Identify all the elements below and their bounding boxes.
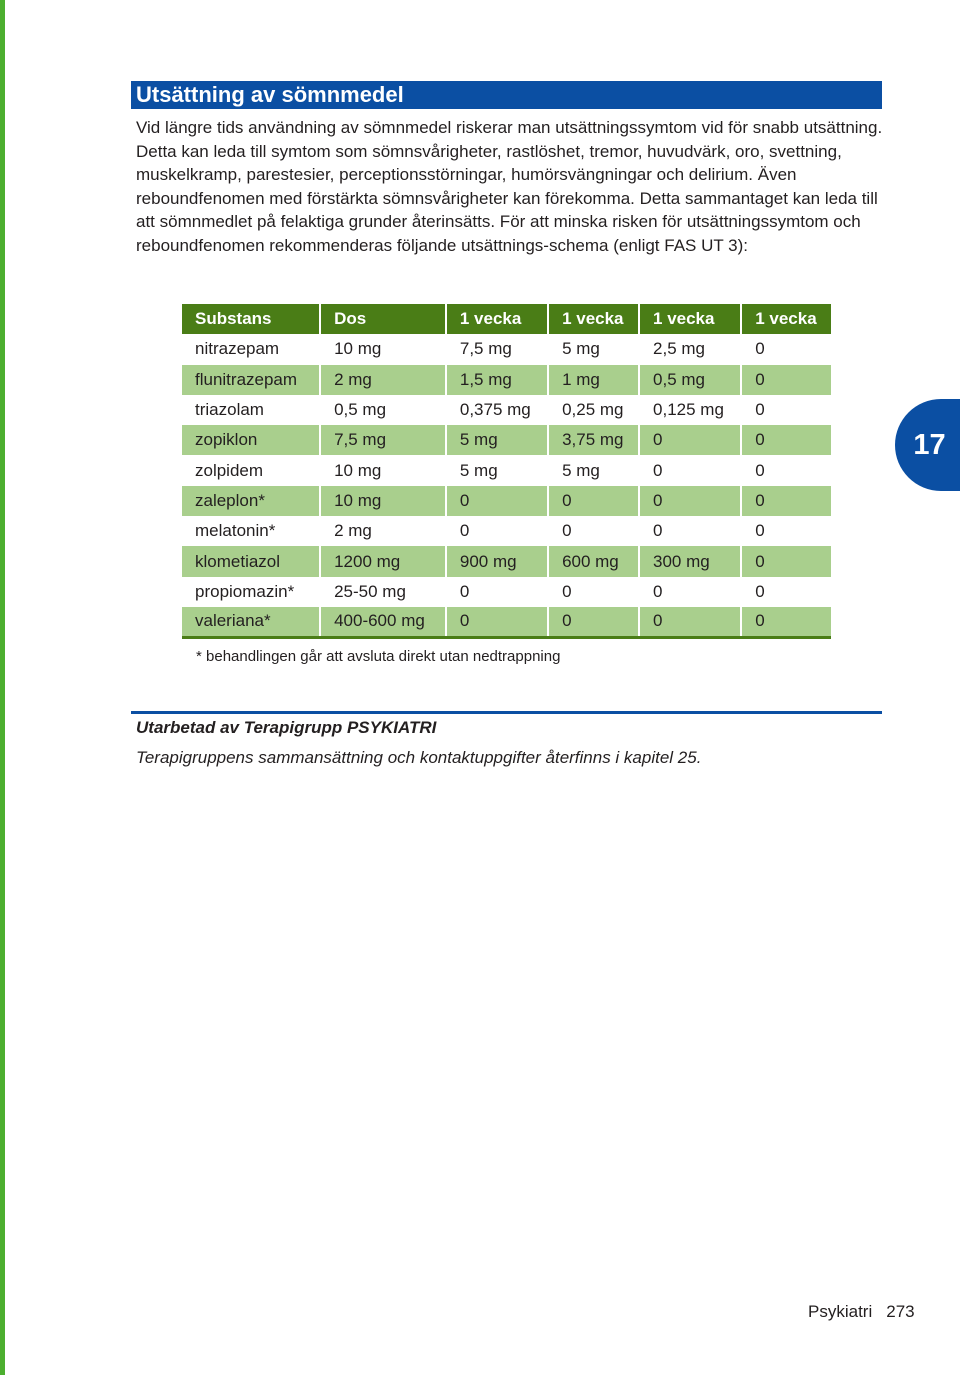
substance-cell: nitrazepam: [195, 339, 280, 359]
substance-cell: zaleplon*: [182, 486, 320, 516]
header-week-2: 1 vecka: [548, 304, 639, 334]
week-4-cell: 0: [741, 365, 831, 395]
section-divider: [131, 711, 882, 714]
header-week-3: 1 vecka: [639, 304, 741, 334]
dose-cell: 1200 mg: [320, 546, 446, 576]
week-3-cell: 0: [639, 425, 741, 455]
week-3-cell: 0: [639, 577, 741, 607]
week-1-cell: 900 mg: [446, 546, 548, 576]
page-margin-bar: [0, 0, 5, 1375]
substance-cell: melatonin*: [195, 521, 276, 541]
week-2-cell: 0: [548, 486, 639, 516]
week-1-cell: 0: [446, 607, 548, 637]
section-title: Utsättning av sömnmedel: [131, 81, 882, 109]
week-4-cell: 0: [741, 334, 831, 364]
page-footer: [808, 1302, 915, 1322]
table-row: [182, 577, 831, 607]
week-4-cell: 0: [741, 546, 831, 576]
dose-cell: 2 mg: [320, 365, 446, 395]
table-row: [182, 607, 831, 637]
week-4-cell: 0: [741, 425, 831, 455]
substance-cell: zolpidem: [195, 460, 264, 480]
week-2-cell: 5 mg: [548, 334, 639, 364]
dose-cell: 7,5 mg: [320, 425, 446, 455]
week-2-cell: 1 mg: [548, 365, 639, 395]
dose-cell: 0,5 mg: [320, 395, 446, 425]
dose-cell: 10 mg: [320, 455, 446, 485]
header-week-4: 1 vecka: [741, 304, 831, 334]
substance-cell: zopiklon: [182, 425, 320, 455]
week-1-cell: 0: [446, 516, 548, 546]
week-2-cell: 0: [548, 577, 639, 607]
week-4-cell: 0: [741, 395, 831, 425]
dose-cell: 2 mg: [320, 516, 446, 546]
week-3-cell: 300 mg: [639, 546, 741, 576]
substance-cell: klometiazol: [182, 546, 320, 576]
attribution-note: Terapigruppens sammansättning och kontaktuppgifter återfinns i kapitel 25.: [136, 748, 702, 767]
dose-cell: 10 mg: [320, 486, 446, 516]
week-2-cell: 3,75 mg: [548, 425, 639, 455]
intro-paragraph: Vid längre tids användning av sömnmedel riskerar man utsättningssymtom vid för snabb utsättning. Detta kan leda till symtom som sömnsvårigheter, rastlöshet, tremor, huvudvärk, oro, svettning, muskelkramp, parestesier, perceptionsstörningar, humörsvängningar och delirium. Även reboundfenomen med förstärkta sömnsvårigheter kan förekomma. Detta sammantaget kan leda till att sömnmedlet på felaktiga grunder återinsätts. För att minska risken för utsättningssymtom och reboundfenomen rekommenderas följande utsättnings-schema (enligt FAS UT 3):: [136, 118, 883, 255]
week-1-cell: 5 mg: [446, 425, 548, 455]
week-1-cell: 0: [446, 577, 548, 607]
week-1-cell: 1,5 mg: [446, 365, 548, 395]
week-4-cell: 0: [741, 607, 831, 637]
table-header-row: [182, 304, 831, 334]
attribution-title: Utarbetad av Terapigrupp PSYKIATRI: [136, 718, 437, 737]
week-3-cell: 0: [639, 516, 741, 546]
table-row: [182, 516, 831, 546]
dose-cell: 400-600 mg: [320, 607, 446, 637]
week-3-cell: 0: [639, 486, 741, 516]
substance-cell: propiomazin*: [195, 581, 295, 601]
header-dose: Dos: [320, 304, 446, 334]
week-3-cell: 2,5 mg: [639, 334, 741, 364]
substance-cell: flunitrazepam: [182, 365, 320, 395]
substance-cell: valeriana*: [182, 607, 320, 637]
table-row: [182, 334, 831, 364]
dose-cell: 10 mg: [320, 334, 446, 364]
table-footnote: * behandlingen går att avsluta direkt utan nedtrappning: [196, 648, 561, 665]
week-2-cell: 5 mg: [548, 455, 639, 485]
table-row: [182, 486, 831, 516]
footer-section-name: Psykiatri: [808, 1302, 873, 1321]
table-row: [182, 365, 831, 395]
table-row: [182, 455, 831, 485]
table-row: [182, 546, 831, 576]
week-1-cell: 0: [446, 486, 548, 516]
week-4-cell: 0: [741, 486, 831, 516]
header-substance: Substans: [182, 304, 320, 334]
table-row: [182, 425, 831, 455]
week-2-cell: 0,25 mg: [548, 395, 639, 425]
dose-cell: 25-50 mg: [320, 577, 446, 607]
week-1-cell: 5 mg: [446, 455, 548, 485]
week-4-cell: 0: [741, 577, 831, 607]
week-3-cell: 0: [639, 455, 741, 485]
tapering-schedule-table: [182, 304, 831, 639]
week-4-cell: 0: [741, 516, 831, 546]
header-week-1: 1 vecka: [446, 304, 548, 334]
table-row: [182, 395, 831, 425]
substance-cell: triazolam: [195, 400, 264, 420]
week-1-cell: 7,5 mg: [446, 334, 548, 364]
week-2-cell: 0: [548, 607, 639, 637]
week-3-cell: 0,5 mg: [639, 365, 741, 395]
week-1-cell: 0,375 mg: [446, 395, 548, 425]
week-3-cell: 0,125 mg: [639, 395, 741, 425]
chapter-tab: 17: [895, 399, 960, 491]
week-2-cell: 0: [548, 516, 639, 546]
page-number: 273: [886, 1302, 915, 1321]
week-2-cell: 600 mg: [548, 546, 639, 576]
week-3-cell: 0: [639, 607, 741, 637]
week-4-cell: 0: [741, 455, 831, 485]
